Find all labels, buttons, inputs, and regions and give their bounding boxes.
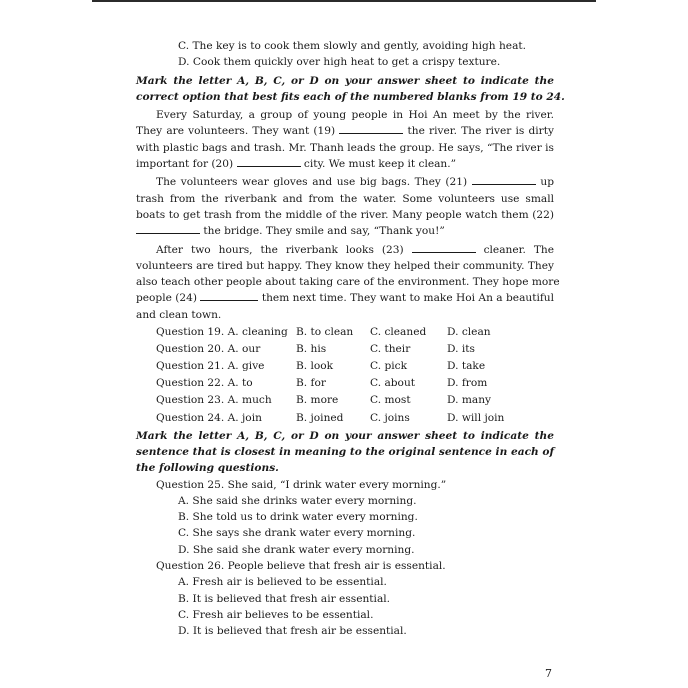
- table-row: [156, 392, 537, 409]
- top-rule: [92, 0, 596, 2]
- question-25-option-a: A. She said she drinks water every morning.: [178, 494, 417, 507]
- passage-line: [136, 223, 554, 239]
- question-stem: Question 22. A. to: [156, 377, 253, 390]
- question-stem: Question 20. A. our: [156, 343, 261, 356]
- page-number: 7: [545, 667, 552, 680]
- passage-line: [136, 174, 554, 190]
- passage-line: Every Saturday, a group of young people in Hoi An meet by the river.: [156, 109, 554, 122]
- option-c: C. their: [370, 343, 411, 356]
- question-26-stem: Question 26. People believe that fresh air is essential.: [156, 559, 446, 572]
- question-25-stem: Question 25. She said, “I drink water every morning.”: [156, 478, 447, 491]
- option-c: C. joins: [370, 411, 410, 424]
- question-stem: Question 24. A. join: [156, 411, 262, 424]
- option-d: D. many: [447, 394, 492, 407]
- passage-text: The volunteers wear gloves and use big bags. They (21): [156, 176, 468, 189]
- passage-line: with plastic bags and trash. Mr. Thanh leads the group. He says, “The river is: [136, 141, 554, 154]
- passage-text: people (24): [136, 292, 198, 305]
- table-row: [156, 358, 537, 375]
- blank-20: [237, 157, 301, 167]
- passage-line: [136, 123, 554, 139]
- passage-paragraph-1: [136, 107, 554, 172]
- table-row: [156, 410, 537, 427]
- passage-text: up: [540, 176, 554, 189]
- passage-line: and clean town.: [136, 308, 222, 321]
- question-stem: Question 21. A. give: [156, 360, 265, 373]
- blank-22: [136, 224, 200, 234]
- passage-line: [136, 156, 554, 172]
- option-b: B. his: [296, 343, 327, 356]
- passage-paragraph-3: [136, 242, 560, 323]
- passage-text: important for (20): [136, 158, 234, 171]
- passage-line: trash from the riverbank and from the water. Some volunteers use small: [136, 192, 554, 205]
- table-row: [156, 341, 537, 358]
- section1-instruction-line2: correct option that best fits each of the numbered blanks from 19 to 24.: [136, 90, 565, 103]
- question-stem: Question 19. A. cleaning: [156, 326, 288, 339]
- section2-instruction-line1: Mark the letter A, B, C, or D on your answer sheet to indicate the: [136, 429, 554, 442]
- option-b: B. joined: [296, 411, 344, 424]
- prev-option-c: C. The key is to cook them slowly and gently, avoiding high heat.: [178, 40, 527, 52]
- question-25-option-c: C. She says she drank water every morning.: [178, 527, 416, 540]
- question-stem: Question 23. A. much: [156, 394, 272, 407]
- table-row: [156, 375, 537, 392]
- option-b: B. to clean: [296, 326, 354, 339]
- question-25-option-d: D. She said she drank water every morning.: [178, 543, 415, 556]
- section2-instruction-line2: sentence that is closest in meaning to the original sentence in each of: [136, 445, 555, 458]
- passage-line: volunteers are tired but happy. They know they helped their community. They: [136, 259, 554, 272]
- page-content: [136, 38, 565, 639]
- passage-text: cleaner. The: [483, 243, 555, 256]
- option-d: D. will join: [447, 411, 505, 424]
- question-26-option-b: B. It is believed that fresh air essential.: [178, 592, 391, 605]
- section1-instruction-line1: Mark the letter A, B, C, or D on your answer sheet to indicate the: [136, 74, 554, 87]
- blank-21: [472, 175, 536, 185]
- option-b: B. more: [296, 394, 339, 407]
- blank-24: [200, 291, 258, 301]
- passage-line: [136, 242, 554, 258]
- passage-line: [136, 290, 554, 306]
- option-d: D. take: [447, 360, 486, 373]
- prev-option-d: D. Cook them quickly over high heat to get a crispy texture.: [178, 56, 501, 69]
- passage-text: They are volunteers. They want (19): [136, 125, 336, 138]
- table-row: [156, 324, 537, 341]
- option-d: D. clean: [447, 326, 491, 339]
- question-26-option-a: A. Fresh air is believed to be essential.: [178, 576, 387, 589]
- section2-instruction-line3: the following questions.: [136, 462, 279, 475]
- question-25-option-b: B. She told us to drink water every morning.: [178, 511, 418, 524]
- option-d: D. from: [447, 377, 488, 390]
- question-options-table: [156, 324, 537, 427]
- blank-23: [412, 243, 476, 253]
- blank-19: [339, 124, 403, 134]
- question-26-option-c: C. Fresh air believes to be essential.: [178, 608, 374, 621]
- option-d: D. its: [447, 343, 475, 356]
- passage-line: also teach other people about taking care of the environment. They hope more: [136, 276, 560, 289]
- passage-text: city. We must keep it clean.”: [303, 158, 457, 171]
- passage-text: the bridge. They smile and say, “Thank you!”: [203, 225, 445, 238]
- option-b: B. look: [296, 360, 334, 373]
- option-c: C. pick: [370, 360, 407, 373]
- question-26-option-d: D. It is believed that fresh air be essential.: [178, 625, 407, 638]
- option-b: B. for: [296, 377, 326, 390]
- option-c: C. cleaned: [370, 326, 427, 339]
- passage-paragraph-2: [136, 174, 554, 239]
- passage-line: boats to get trash from the middle of the river. Many people watch them (22): [136, 208, 554, 221]
- option-c: C. about: [370, 377, 416, 390]
- passage-text: the river. The river is dirty: [407, 125, 554, 138]
- option-c: C. most: [370, 394, 411, 407]
- passage-text: After two hours, the riverbank looks (23): [156, 243, 404, 256]
- passage-text: them next time. They want to make Hoi An a beautiful: [261, 292, 554, 305]
